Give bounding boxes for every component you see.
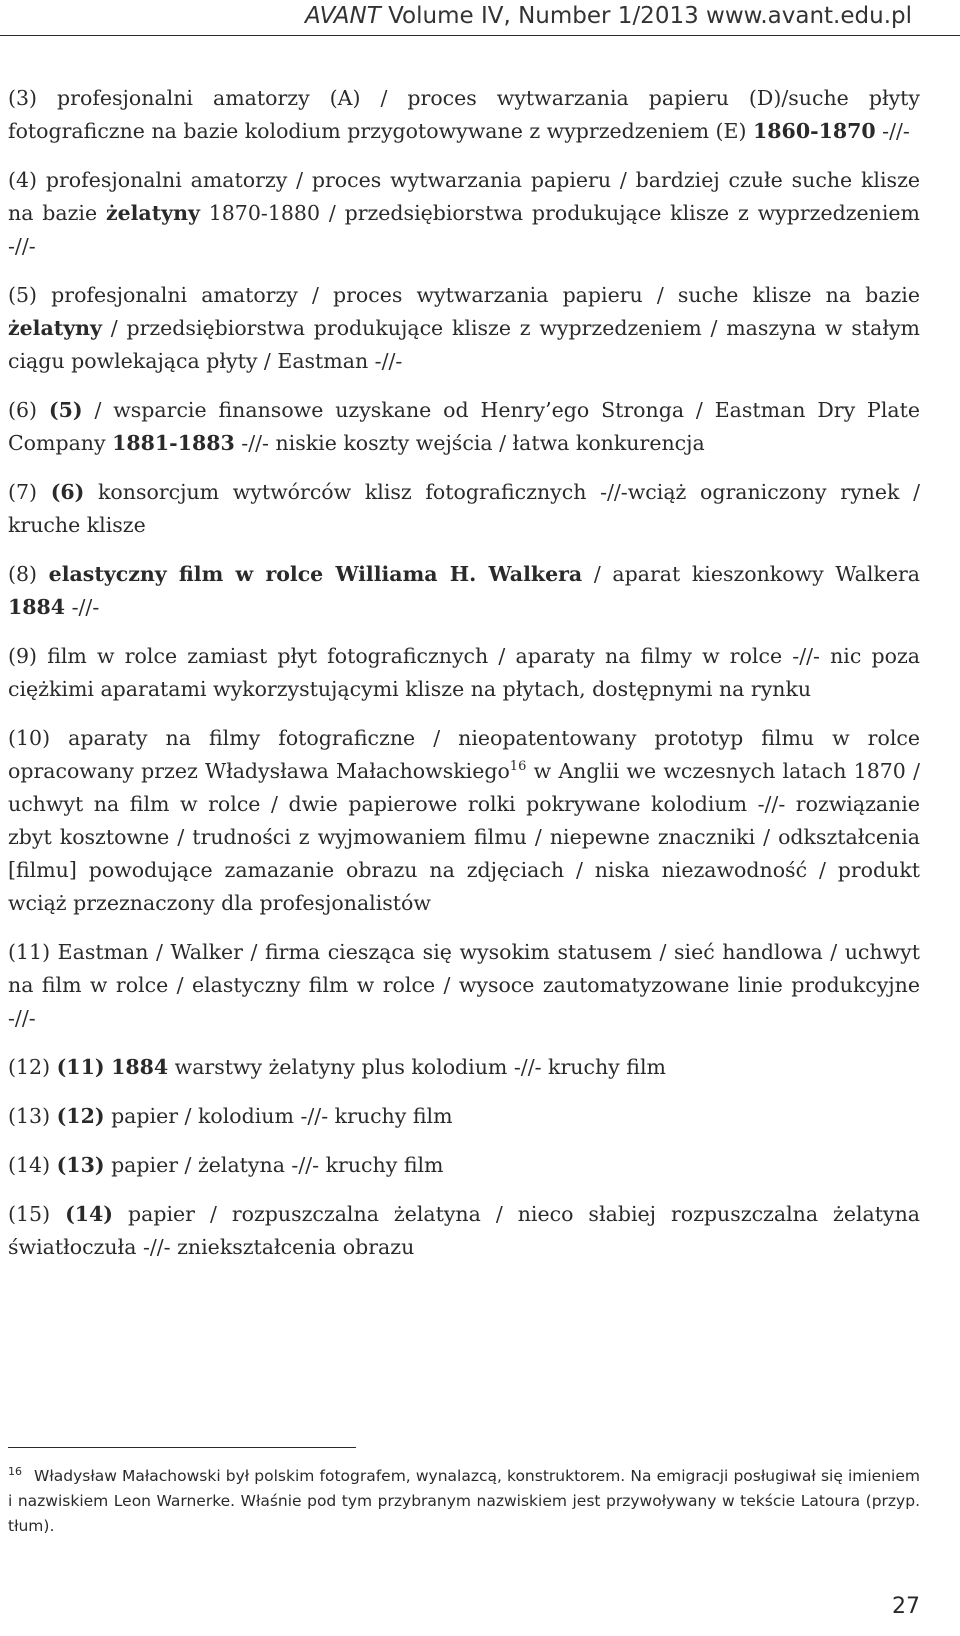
- footnote-divider: [8, 1447, 356, 1448]
- bold-text: (12): [56, 1104, 105, 1128]
- journal-header: [305, 3, 912, 29]
- list-paragraph: [8, 394, 920, 460]
- bold-text: (6): [50, 480, 85, 504]
- bold-text: (14): [65, 1202, 114, 1226]
- list-paragraph: [8, 279, 920, 378]
- text-run: / wsparcie finansowe uzyskane od Henry’ego Stronga / Eastman Dry Plate Company: [8, 398, 920, 455]
- text-run: konsorcjum wytwórców klisz fotograficznych -//-wciąż ograniczony rynek / kruche klisze: [8, 480, 920, 537]
- list-paragraph: [8, 1149, 920, 1182]
- text-run: (7): [8, 480, 51, 504]
- text-run: -//-: [875, 119, 910, 143]
- bold-text: 1884: [111, 1055, 169, 1079]
- text-run: warstwy żelatyny plus kolodium -//- kruchy film: [168, 1055, 666, 1079]
- bold-text: żelatyny: [8, 316, 102, 340]
- list-paragraph: [8, 722, 920, 920]
- bold-text: 1860-1870: [753, 119, 876, 143]
- bold-text: (5): [48, 398, 83, 422]
- text-run: (5) profesjonalni amatorzy / proces wytwarzania papieru / suche klisze na bazie: [8, 283, 920, 307]
- text-run: (10) aparaty na filmy fotograficzne / nieopatentowany prototyp filmu w rolce opracowany przez Władysława Małachowskiego: [8, 726, 920, 783]
- text-run: papier / kolodium -//- kruchy film: [104, 1104, 453, 1128]
- text-run: (14): [8, 1153, 57, 1177]
- footnote-marker: 16: [8, 1464, 22, 1478]
- text-run: (11) Eastman / Walker / firma ciesząca się wysokim statusem / sieć handlowa / uchwyt na film w rolce / elastyczny film w rolce / wysoce zautomatyzowane linie produkcyjne -//-: [8, 940, 920, 1030]
- journal-issue: Volume IV, Number 1/2013 www.avant.edu.pl: [380, 3, 912, 29]
- page-header: [0, 0, 960, 36]
- text-run: (3) profesjonalni amatorzy (A) / proces wytwarzania papieru (D)/suche płyty fotograficzne na bazie kolodium przygotowywane z wyprzedzeniem (E): [8, 86, 920, 143]
- text-run: (13): [8, 1104, 57, 1128]
- bold-text: (13): [56, 1153, 105, 1177]
- list-paragraph: [8, 640, 920, 706]
- footnote-text: Władysław Małachowski był polskim fotografem, wynalazcą, konstruktorem. Na emigracji posługiwał się imieniem i nazwiskiem Leon Warnerke. Właśnie pod tym przybranym nazwiskiem jest przywoływany w tekście Latoura (przyp. tłum).: [8, 1467, 920, 1535]
- list-paragraph: [8, 558, 920, 624]
- list-paragraph: [8, 1100, 920, 1133]
- list-paragraph: [8, 1198, 920, 1264]
- text-run: papier / rozpuszczalna żelatyna / nieco słabiej rozpuszczalna żelatyna światłoczuła -//- zniekształcenia obrazu: [8, 1202, 920, 1259]
- text-run: 1870-1880 / przedsiębiorstwa produkujące klisze z wyprzedzeniem -//-: [8, 201, 921, 258]
- page-number: 27: [892, 1594, 920, 1619]
- bold-text: (11): [56, 1055, 105, 1079]
- text-run: (8): [8, 562, 49, 586]
- list-paragraph: [8, 82, 920, 148]
- bold-text: 1881-1883: [112, 431, 235, 455]
- footnote: [8, 1464, 920, 1539]
- list-paragraph: [8, 1051, 920, 1084]
- text-run: papier / żelatyna -//- kruchy film: [104, 1153, 444, 1177]
- bold-text: 1884: [8, 595, 66, 619]
- text-run: / aparat kieszonkowy Walkera: [582, 562, 920, 586]
- text-run: (6): [8, 398, 49, 422]
- list-paragraph: [8, 936, 920, 1035]
- text-run: -//- niskie koszty wejścia / łatwa konkurencja: [234, 431, 705, 455]
- text-run: (12): [8, 1055, 57, 1079]
- bold-text: żelatyny: [105, 201, 200, 225]
- main-text: [8, 82, 920, 1280]
- text-run: (4) profesjonalni amatorzy / proces wytwarzania papieru / bardziej czułe suche klisze na bazie: [8, 168, 920, 225]
- text-run: / przedsiębiorstwa produkujące klisze z wyprzedzeniem / maszyna w stałym ciągu powlekająca płyty / Eastman -//-: [8, 316, 920, 373]
- bold-text: elastyczny film w rolce Williama H. Walkera: [48, 562, 583, 586]
- text-run: -//-: [65, 595, 100, 619]
- text-run: (9) film w rolce zamiast płyt fotograficznych / aparaty na filmy w rolce -//- nic poza ciężkimi aparatami wykorzystującymi klisze na płytach, dostępnymi na rynku: [8, 644, 920, 701]
- list-paragraph: [8, 476, 920, 542]
- list-paragraph: [8, 164, 920, 263]
- text-run: w Anglii we wczesnych latach 1870 / uchwyt na film w rolce / dwie papierowe rolki pokrywane kolodium -//- rozwiązanie zbyt kosztowne / trudności z wyjmowaniem filmu / niepewne znaczniki / odkształcenia [filmu] powodujące zamazanie obrazu na zdjęciach / niska niezawodność / produkt wciąż przeznaczony dla profesjonalistów: [8, 759, 920, 915]
- journal-name: AVANT: [305, 3, 381, 29]
- footnote-reference: 16: [509, 759, 527, 775]
- text-run: (15): [8, 1202, 66, 1226]
